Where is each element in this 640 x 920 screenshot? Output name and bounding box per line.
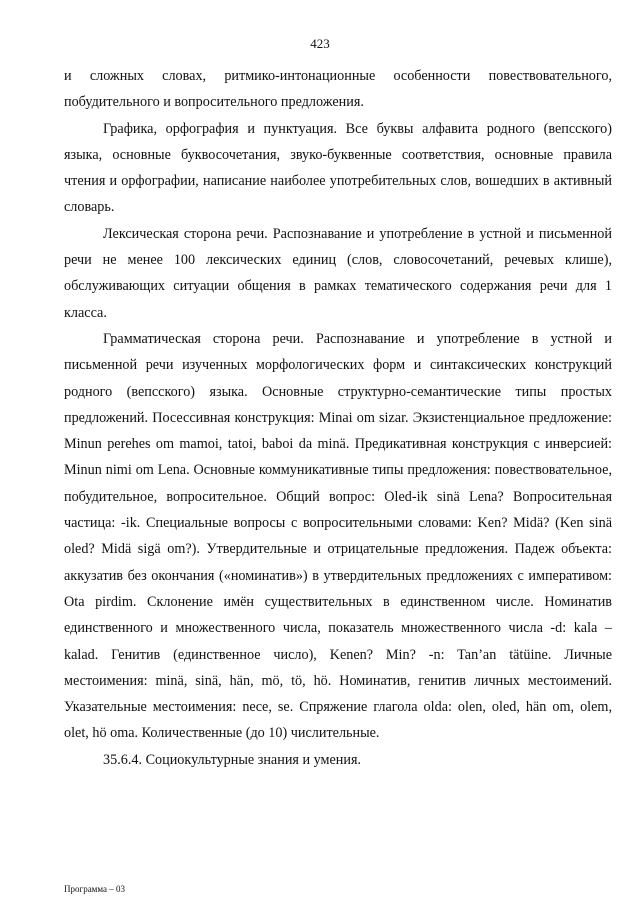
paragraph-lexical: Лексическая сторона речи. Распознавание и употребление в устной и письменной речи не менее 100 лексических единиц (слов, словосочетаний, речевых клише), обслуживающих ситуации общения в рамках тематического содержания речи для 1 класса. xyxy=(64,225,612,321)
paragraph-continuation: и сложных словах, ритмико-интонационные особенности повествовательного, побудительного и вопросительного предложения. xyxy=(64,68,612,111)
paragraph-grammar: Грамматическая сторона речи. Распознавание и употребление в устной и письменной речи изученных морфологических форм и синтаксических конструкций родного (вепсского) языка. Основные структурно-семантические типы простых предложений. Посессивная конструкция: Minai om sizar. Экзистенциальное предложение: Minun perehes om mamoi, tatoi, baboi da minä. Предикативная конструкция с инверсией: Minun nimi om Lena. Основные коммуникативные типы предложения: повествовательное, побудительное, вопросительное. Общий вопрос: Oled-ik sinä Lena? Вопросительная частица: -ik. Специальные вопросы с вопросительными словами: Ken? Midä? (Ken sinä oled? Midä sigä om?). Утвердительные и отрицательные предложения. Падеж объекта: аккузатив без окончания («номинатив») в утвердительных предложениях с императивом: Ota pirdim. Склонение имён существительных в единственном числе. Номинатив единственного и множественного числа, показатель множественного числа -d: kala – kalad. Генитив (единственное число), Kenen? Min? -n: Tan’an tätüine. Личные местоимения: minä, sinä, hän, mö, tö, hö. Номинатив, генитив личных местоимений. Указательные местоимения: nece, se. Спряжение глагола olda: olen, oled, hän om, olem, olet, hö oma. Количественные (до 10) числительные. xyxy=(64,330,612,742)
paragraph-graphics-orthography: Графика, орфография и пунктуация. Все буквы алфавита родного (вепсского) языка, основные буквосочетания, звуко-буквенные соответствия, основные правила чтения и орфографии, написание наиболее употребительных слов, вошедших в активный словарь. xyxy=(64,120,612,216)
body-text xyxy=(64,63,612,773)
section-heading: 35.6.4. Социокультурные знания и умения. xyxy=(103,751,362,768)
footer-label: Программа – 03 xyxy=(64,884,126,894)
page-number: 423 xyxy=(310,36,330,51)
